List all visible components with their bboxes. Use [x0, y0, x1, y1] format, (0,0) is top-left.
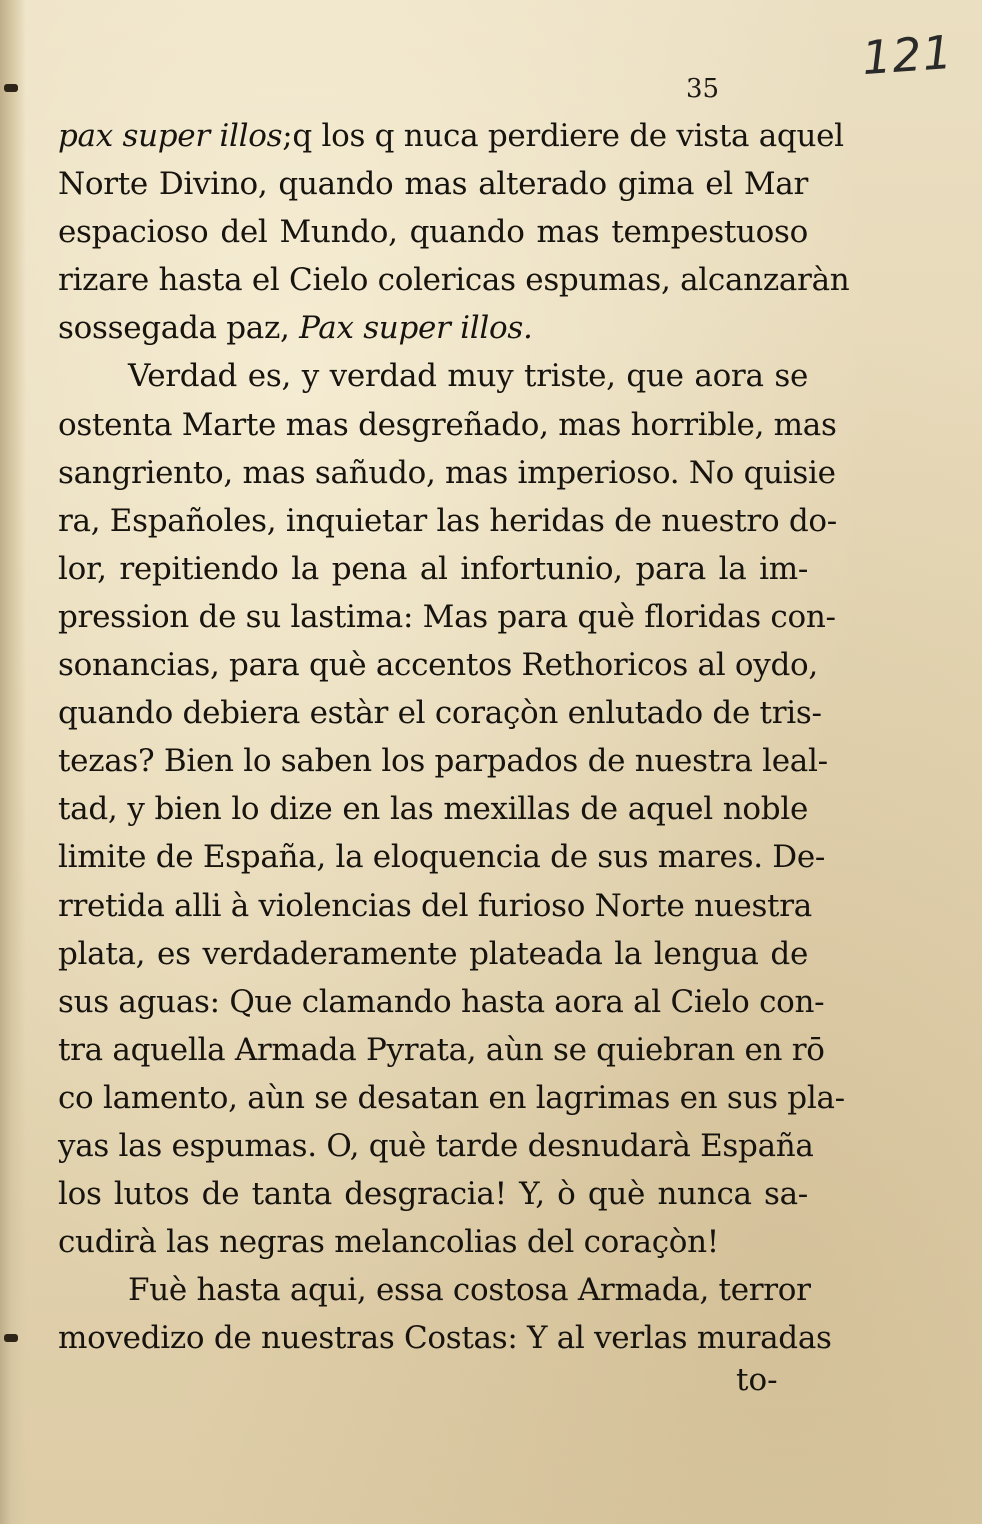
latin-phrase: pax super illos — [58, 118, 283, 154]
text-line: sus aguas: Que clamando hasta aora al Cielo con- — [58, 983, 825, 1020]
handwritten-folio-number: 121 — [860, 24, 955, 86]
text-line: los lutos de tanta desgracia! Y, ò què nunca sa- — [58, 1176, 808, 1213]
text-line: ostenta Marte mas desgreñado, mas horrible, mas — [58, 406, 837, 443]
text-line: tezas? Bien lo saben los parpados de nuestra leal- — [58, 743, 828, 780]
text-line: plata, es verdaderamente plateada la lengua de — [58, 935, 808, 972]
body-text — [58, 112, 850, 1362]
text-line: co lamento, aùn se desatan en lagrimas en sus pla- — [58, 1079, 845, 1116]
text-line: limite de España, la eloquencia de sus mares. De- — [58, 839, 826, 876]
page-number: 35 — [686, 74, 720, 104]
catchword: to- — [736, 1362, 778, 1398]
text-line: Norte Divino, quando mas alterado gima el Mar — [58, 166, 808, 203]
line-text: ;q los q nuca perdiere de vista aquel — [282, 118, 844, 154]
binding-stitch — [4, 84, 18, 92]
text-line: cudirà las negras melancolias del coraçòn! — [58, 1224, 719, 1261]
text-line — [58, 112, 844, 160]
text-line: tad, y bien lo dize en las mexillas de aquel noble — [58, 791, 808, 828]
text-line: espacioso del Mundo, quando mas tempestuoso — [58, 214, 808, 251]
text-line — [58, 304, 808, 352]
text-line: tra aquella Armada Pyrata, aùn se quiebran en rō — [58, 1031, 825, 1068]
text-line: movedizo de nuestras Costas: Y al verlas muradas — [58, 1320, 832, 1357]
text-line: quando debiera estàr el coraçòn enlutado de tris- — [58, 695, 822, 732]
text-line: sangriento, mas sañudo, mas imperioso. No quisie — [58, 454, 836, 491]
text-line: sonancias, para què accentos Rethoricos al oydo, — [58, 647, 818, 684]
text-line: ra, Españoles, inquietar las heridas de nuestro do- — [58, 502, 837, 539]
text-line: lor, repitiendo la pena al infortunio, para la im- — [58, 550, 808, 587]
text-line: pression de su lastima: Mas para què floridas con- — [58, 598, 836, 635]
text-line: rizare hasta el Cielo colericas espumas, alcanzaràn — [58, 262, 850, 299]
paragraph-start-line: Fuè hasta aqui, essa costosa Armada, terror — [128, 1272, 811, 1309]
binding-gutter — [0, 0, 26, 1524]
binding-stitch — [4, 1334, 18, 1342]
text-line: yas las espumas. O, què tarde desnudarà España — [58, 1127, 814, 1164]
line-text: sossegada paz, — [58, 310, 300, 347]
latin-phrase: Pax super illos. — [299, 310, 533, 347]
paragraph-start-line: Verdad es, y verdad muy triste, que aora se — [128, 358, 808, 395]
text-line: rretida alli à violencias del furioso Norte nuestra — [58, 887, 812, 924]
